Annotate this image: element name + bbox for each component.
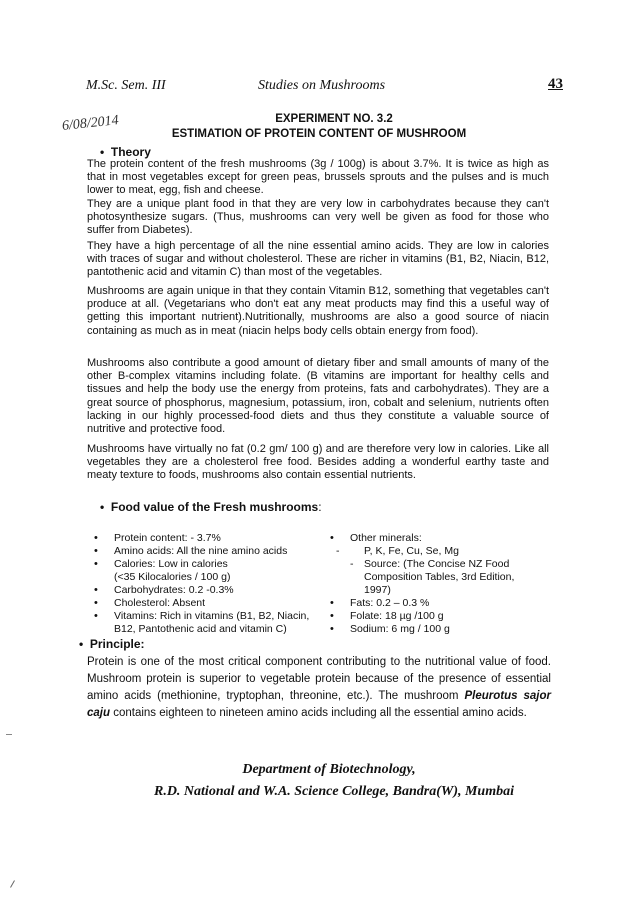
header-subject: Studies on Mushrooms	[258, 78, 386, 93]
list-item-continuation: (<35 Kilocalories / 100 g)	[114, 571, 231, 583]
food-value-left-list	[94, 532, 334, 636]
experiment-title: ESTIMATION OF PROTEIN CONTENT OF MUSHROOM	[171, 128, 467, 140]
list-subitem-continuation: Composition Tables, 3rd Edition,	[364, 571, 515, 583]
food-value-right-list	[330, 532, 555, 636]
bullet-icon: •	[79, 637, 90, 651]
theory-paragraph-5: Mushrooms also contribute a good amount of dietary fiber and small amounts of many of the other B-complex vitamins including folate. (B vitamins are important for healthy cells and tissues and help the body use the energy from proteins, fats and carbohydrates). They are a great source of phosphorus, magnesium, potassium, iron, cobalt and selenium, nutrients often lacking in our highly processed-food diets and thus they constitute a valuable source of nutritive and protective food.	[87, 357, 549, 436]
list-item: • Protein content: - 3.7%	[94, 532, 334, 545]
footer-college: R.D. National and W.A. Science College, Bandra(W), Mumbai	[153, 784, 514, 799]
principle-heading-label: Principle:	[89, 637, 145, 651]
header-course: M.Sc. Sem. III	[86, 78, 166, 93]
theory-heading	[100, 145, 151, 159]
footer-department: Department of Biotechnology,	[242, 762, 416, 777]
list-subitem: - Source: (The Concise NZ Food	[344, 558, 555, 571]
principle-text-2: contains eighteen to nineteen amino acids including all the essential amino acids.	[110, 707, 527, 719]
food-value-heading	[100, 500, 322, 514]
theory-paragraph-4: Mushrooms are again unique in that they contain Vitamin B12, something that vegetables can't produce at all. (Vegetarians who don't eat any meat products may find this a useful way of getting this important nutrient).Nutritionally, mushrooms are also a good source of niacin containing as much as in meat (niacin helps body cells obtain energy from food).	[87, 285, 549, 337]
theory-heading-label: Theory	[110, 145, 151, 159]
theory-paragraph-1: The protein content of the fresh mushrooms (3g / 100g) is about 3.7%. It is twice as high as that in most vegetables except for green peas, brussels sprouts and the pulses and is much lower to meat, egg, fish and cheese.	[87, 158, 549, 197]
scan-mark	[10, 880, 15, 887]
list-item: • Carbohydrates: 0.2 -0.3%	[94, 584, 334, 597]
page-number: 43	[548, 76, 563, 92]
list-item: • Folate: 18 µg /100 g	[330, 610, 555, 623]
theory-paragraph-2: They are a unique plant food in that they are very low in carbohydrates because they can't photosynthesize sugars. (Thus, mushrooms can very well be given as food for those who suffer from Diabetes).	[87, 198, 549, 237]
bullet-icon: •	[100, 500, 111, 514]
principle-text-1: Protein is one of the most critical component contributing to the nutritional value of food. Mushroom protein is superior to vegetable protein because of the presence of essential amino acids (methionine, tryptophan, threonine, etc.). The mushroom	[87, 656, 551, 702]
food-value-heading-label: Food value of the Fresh mushrooms	[110, 500, 319, 514]
list-item-continuation: B12, Pantothenic acid and vitamin C)	[114, 623, 287, 635]
principle-paragraph	[87, 654, 551, 722]
experiment-number: EXPERIMENT NO. 3.2	[275, 113, 393, 125]
list-subitem: - P, K, Fe, Cu, Se, Mg	[330, 545, 555, 558]
list-item: • Vitamins: Rich in vitamins (B1, B2, Niacin,	[94, 610, 334, 623]
list-item: • Fats: 0.2 – 0.3 %	[330, 597, 555, 610]
species-name: Pleurotus sajor caju	[87, 690, 551, 719]
list-item: • Amino acids: All the nine amino acids	[94, 545, 334, 558]
list-item: • Calories: Low in calories	[94, 558, 334, 571]
theory-paragraph-6: Mushrooms have virtually no fat (0.2 gm/ 100 g) and are therefore very low in calories. Like all vegetables they are a cholesterol free food. Besides adding a wonderful earthy taste and meaty texture to foods, mushrooms also contain essential nutrients.	[87, 443, 549, 482]
handwritten-date: 6/08/2014	[61, 113, 120, 134]
list-item: • Cholesterol: Absent	[94, 597, 334, 610]
theory-paragraph-3: They have a high percentage of all the nine essential amino acids. They are low in calories with traces of sugar and without cholesterol. These are richer in vitamins (B1, B2, Niacin, B12, pantothenic acid and vitamin C) than most of the vegetables.	[87, 240, 549, 279]
food-value-heading-colon: :	[318, 500, 322, 514]
list-subitem-continuation: 1997)	[364, 584, 391, 596]
principle-heading	[79, 637, 145, 651]
list-item: • Other minerals:	[330, 532, 555, 545]
scan-mark	[6, 734, 12, 735]
bullet-icon: •	[100, 145, 111, 159]
list-item: • Sodium: 6 mg / 100 g	[330, 623, 555, 636]
